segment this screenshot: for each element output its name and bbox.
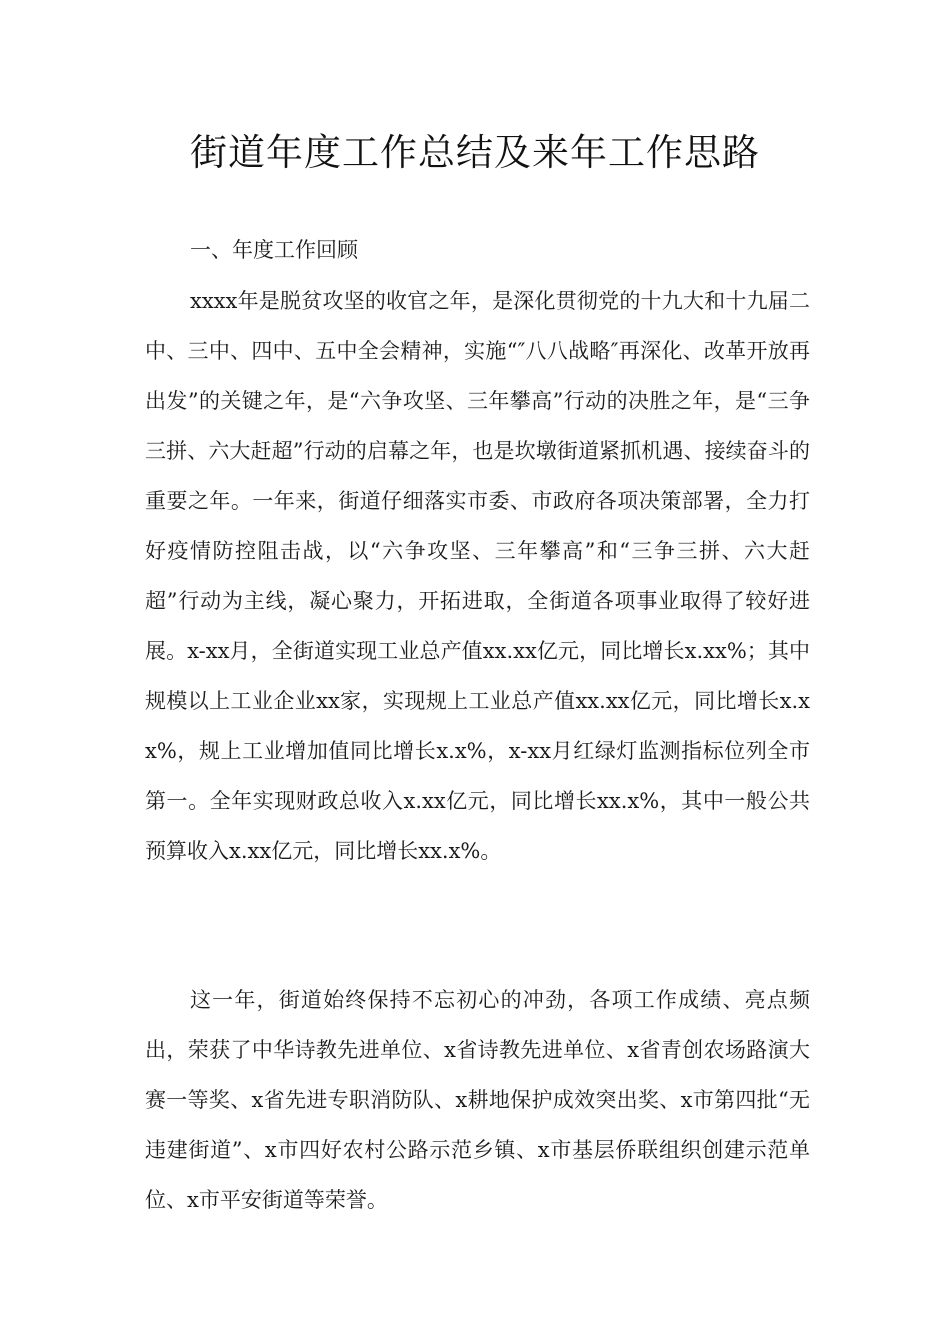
body-paragraph-1: xxxx年是脱贫攻坚的收官之年，是深化贯彻党的十九大和十九届二中、三中、四中、五中全会精神，实施“″八八战略″再深化、改革开放再出发”的关键之年，是“六争攻坚、三年攀高”行动的决胜之年，是“三争三拼、六大赶超”行动的启幕之年，也是坎墩街道紧抓机遇、接续奋斗的重要之年。一年来，街道仔细落实市委、市政府各项决策部署，全力打好疫情防控阻击战，以“六争攻坚、三年攀高”和“三争三拼、六大赶超”行动为主线，凝心聚力，开拓进取，全街道各项事业取得了较好进展。x-xx月，全街道实现工业总产值xx.xx亿元，同比增长x.xx%；其中规模以上工业企业xx家，实现规上工业总产值xx.xx亿元，同比增长x.xx%，规上工业增加值同比增长x.x%，x-xx月红绿灯监测指标位列全市第一。全年实现财政总收入x.xx亿元，同比增长xx.x%，其中一般公共预算收入x.xx亿元，同比增长xx.x%。 (145, 289, 810, 863)
document-title: 街道年度工作总结及来年工作思路 (190, 131, 760, 174)
section-heading: 一、年度工作回顾 (190, 238, 358, 262)
body-paragraph-2: 这一年，街道始终保持不忘初心的冲劲，各项工作成绩、亮点频出，荣获了中华诗教先进单位、x省诗教先进单位、x省青创农场路演大赛一等奖、x省先进专职消防队、x耕地保护成效突出奖、x市第四批“无违建街道”、x市四好农村公路示范乡镇、x市基层侨联组织创建示范单位、x市平安街道等荣誉。 (145, 988, 810, 1212)
